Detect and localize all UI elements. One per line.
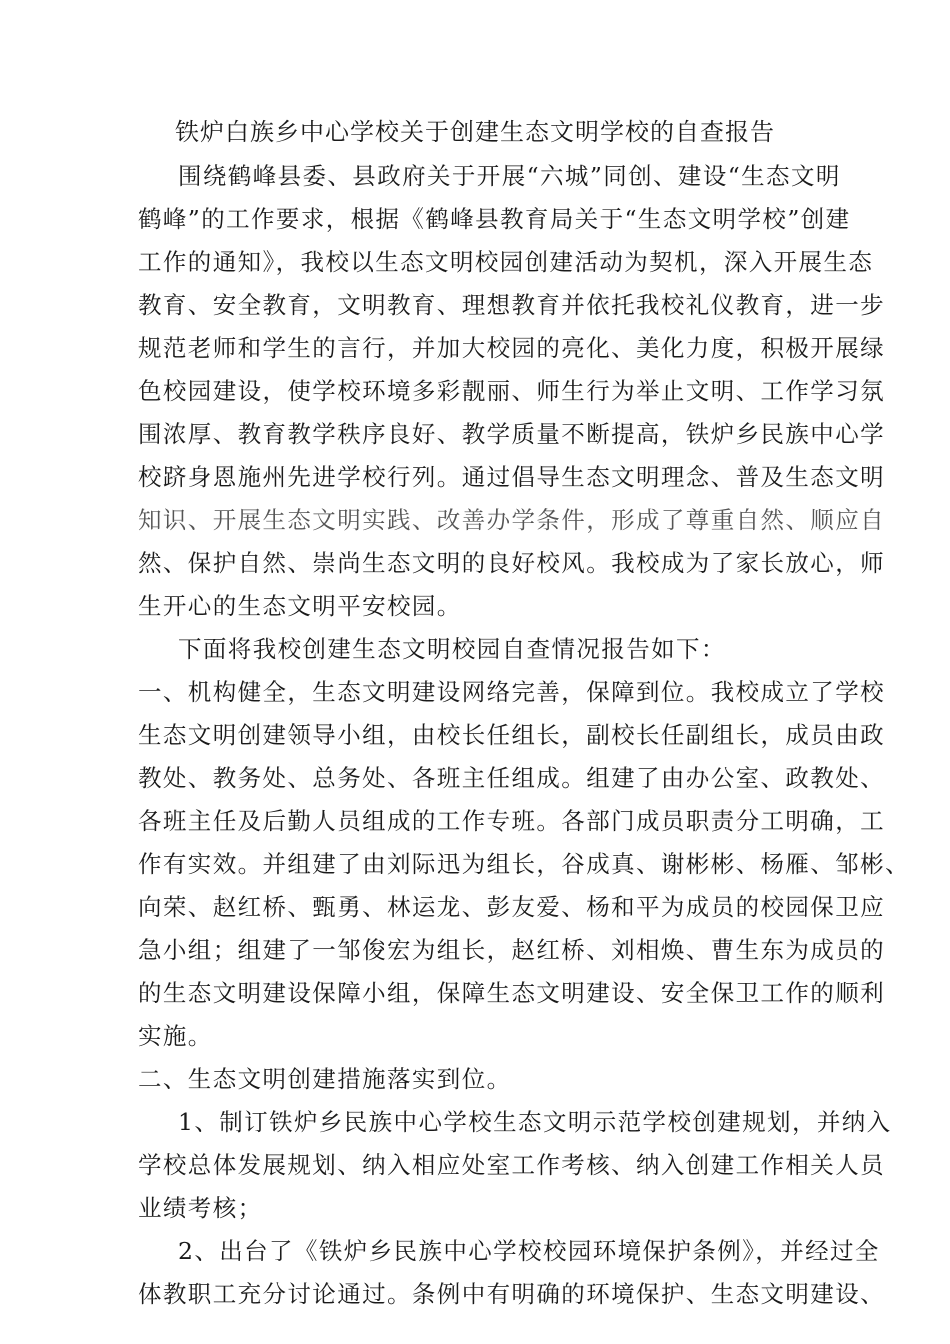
text-line: 生态文明创建领导小组，由校长任组长，副校长任副组长，成员由政 <box>138 721 885 749</box>
text-line: 的生态文明建设保障小组，保障生态文明建设、安全保卫工作的顺利 <box>138 979 885 1007</box>
text-line: 作有实效。并组建了由刘际迅为组长，谷成真、谢彬彬、杨雁、邹彬、 <box>138 850 910 878</box>
text-line: 2、出台了《铁炉乡民族中心学校校园环境保护条例》，并经过全 <box>178 1237 880 1265</box>
text-line: 教育、安全教育，文明教育、理想教育并依托我校礼仪教育，进一步 <box>138 291 885 319</box>
text-line: 下面将我校创建生态文明校园自查情况报告如下： <box>178 635 726 663</box>
text-line: 然、保护自然、崇尚生态文明的良好校风。我校成为了家长放心，师 <box>138 549 885 577</box>
text-line: 色校园建设，使学校环境多彩靓丽、师生行为举止文明、工作学习氛 <box>138 377 885 405</box>
text-line: 实施。 <box>138 1022 213 1050</box>
text-line: 工作的通知》，我校以生态文明校园创建活动为契机，深入开展生态 <box>138 248 874 276</box>
text-line: 一、机构健全，生态文明建设网络完善，保障到位。我校成立了学校 <box>138 678 885 706</box>
text-line: 1、制订铁炉乡民族中心学校生态文明示范学校创建规划，并纳入 <box>178 1108 892 1136</box>
text-line: 学校总体发展规划、纳入相应处室工作考核、纳入创建工作相关人员 <box>138 1151 885 1179</box>
text-line: 教处、教务处、总务处、各班主任组成。组建了由办公室、政教处、 <box>138 764 885 792</box>
text-line: 规范老师和学生的言行，并加大校园的亮化、美化力度，积极开展绿 <box>138 334 885 362</box>
text-line: 生开心的生态文明平安校园。 <box>138 592 462 620</box>
text-line: 体教职工充分讨论通过。条例中有明确的环境保护、生态文明建设、 <box>138 1280 885 1308</box>
text-line: 校跻身恩施州先进学校行列。通过倡导生态文明理念、普及生态文明 <box>138 463 885 491</box>
text-line: 业绩考核； <box>138 1194 263 1222</box>
text-line: 知识、开展生态文明实践、改善办学条件，形成了尊重自然、顺应自 <box>138 506 885 534</box>
text-line: 围浓厚、教育教学秩序良好、教学质量不断提高，铁炉乡民族中心学 <box>138 420 885 448</box>
text-line: 围绕鹤峰县委、县政府关于开展“六城”同创、建设“生态文明 <box>178 162 841 190</box>
text-line: 二、生态文明创建措施落实到位。 <box>138 1065 512 1093</box>
text-line: 鹤峰”的工作要求，根据《鹤峰县教育局关于“生态文明学校”创建 <box>138 205 851 233</box>
document-title: 铁炉白族乡中心学校关于创建生态文明学校的自查报告 <box>175 118 775 146</box>
text-line: 急小组；组建了一邹俊宏为组长，赵红桥、刘相焕、曹生东为成员的 <box>138 936 885 964</box>
text-line: 各班主任及后勤人员组成的工作专班。各部门成员职责分工明确，工 <box>138 807 885 835</box>
text-line: 向荣、赵红桥、甄勇、林运龙、彭友爱、杨和平为成员的校园保卫应 <box>138 893 885 921</box>
